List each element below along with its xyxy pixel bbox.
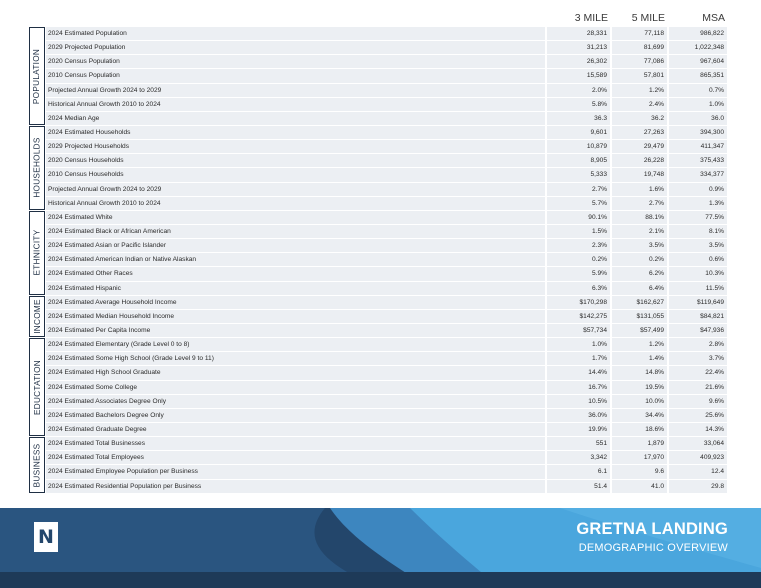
value-msa: 21.6% [669, 381, 727, 394]
group-label: EDUCTATION [32, 359, 42, 415]
row-label: 2024 Estimated Black or African American [46, 225, 545, 238]
value-5-mile: 57,801 [612, 69, 667, 82]
table-row [46, 55, 727, 69]
row-label: Projected Annual Growth 2024 to 2029 [46, 84, 545, 97]
value-3-mile: 15,589 [547, 69, 610, 82]
value-3-mile: 0.2% [547, 253, 610, 266]
row-label: 2029 Projected Population [46, 41, 545, 54]
row-label: 2024 Estimated Population [46, 27, 545, 40]
value-3-mile: 551 [547, 437, 610, 450]
group-label-box [29, 437, 45, 493]
value-msa: $84,821 [669, 310, 727, 323]
value-msa: 0.9% [669, 183, 727, 196]
row-label: 2024 Estimated White [46, 211, 545, 224]
row-label: 2024 Estimated American Indian or Native Alaskan [46, 253, 545, 266]
row-label: 2024 Estimated Households [46, 126, 545, 139]
value-3-mile: 8,905 [547, 154, 610, 167]
row-label: 2024 Estimated Average Household Income [46, 296, 545, 309]
value-3-mile: 2.0% [547, 84, 610, 97]
value-msa: 394,300 [669, 126, 727, 139]
row-label: 2020 Census Population [46, 55, 545, 68]
value-5-mile: 41.0 [612, 480, 667, 493]
value-3-mile: 5.9% [547, 267, 610, 280]
value-msa: 14.3% [669, 423, 727, 436]
value-5-mile: 81,699 [612, 41, 667, 54]
value-msa: 8.1% [669, 225, 727, 238]
row-label: 2024 Estimated Some High School (Grade Level 9 to 11) [46, 352, 545, 365]
table-row [46, 225, 727, 239]
group-label: INCOME [32, 299, 42, 334]
value-5-mile: 26,228 [612, 154, 667, 167]
table-row [46, 338, 727, 352]
value-5-mile: 2.1% [612, 225, 667, 238]
value-5-mile: $131,055 [612, 310, 667, 323]
value-3-mile: 10,879 [547, 140, 610, 153]
value-3-mile: 51.4 [547, 480, 610, 493]
value-msa: 865,351 [669, 69, 727, 82]
table-row [46, 296, 727, 310]
table-row [46, 480, 727, 494]
value-msa: 967,604 [669, 55, 727, 68]
demographic-table [46, 27, 727, 494]
group-label: ETHNICITY [32, 229, 42, 276]
value-5-mile: 77,118 [612, 27, 667, 40]
table-row [46, 183, 727, 197]
value-3-mile: 36.0% [547, 409, 610, 422]
table-row [46, 197, 727, 211]
value-5-mile: 1,879 [612, 437, 667, 450]
value-msa: 986,822 [669, 27, 727, 40]
group-label-box [29, 126, 45, 210]
value-msa: 409,923 [669, 451, 727, 464]
value-5-mile: 9.6 [612, 465, 667, 478]
row-label: 2024 Estimated Per Capita Income [46, 324, 545, 337]
row-label: 2024 Estimated Total Businesses [46, 437, 545, 450]
row-label: 2024 Estimated Some College [46, 381, 545, 394]
table-row [46, 352, 727, 366]
value-5-mile: 0.2% [612, 253, 667, 266]
value-5-mile: 1.4% [612, 352, 667, 365]
value-5-mile: 1.2% [612, 84, 667, 97]
value-5-mile: $162,627 [612, 296, 667, 309]
row-label: 2024 Estimated Total Employees [46, 451, 545, 464]
value-msa: 1.3% [669, 197, 727, 210]
value-5-mile: 88.1% [612, 211, 667, 224]
value-3-mile: 10.5% [547, 395, 610, 408]
row-label: 2010 Census Population [46, 69, 545, 82]
value-3-mile: 1.5% [547, 225, 610, 238]
table-row [46, 253, 727, 267]
value-5-mile: 19.5% [612, 381, 667, 394]
value-5-mile: 2.4% [612, 98, 667, 111]
value-msa: 10.3% [669, 267, 727, 280]
value-3-mile: 14.4% [547, 366, 610, 379]
value-5-mile: 1.6% [612, 183, 667, 196]
logo-letter: N [38, 526, 54, 548]
value-5-mile: 29,479 [612, 140, 667, 153]
value-msa: 1,022,348 [669, 41, 727, 54]
value-3-mile: 1.7% [547, 352, 610, 365]
value-5-mile: 18.6% [612, 423, 667, 436]
value-3-mile: 90.1% [547, 211, 610, 224]
value-3-mile: 19.9% [547, 423, 610, 436]
value-3-mile: 28,331 [547, 27, 610, 40]
table-row [46, 126, 727, 140]
table-row [46, 267, 727, 281]
value-5-mile: 36.2 [612, 112, 667, 125]
value-msa: $47,936 [669, 324, 727, 337]
table-row [46, 98, 727, 112]
value-5-mile: 17,970 [612, 451, 667, 464]
column-header-3-mile: 3 MILE [574, 12, 608, 24]
group-label: HOUSEHOLDS [32, 137, 42, 199]
value-3-mile: 31,213 [547, 41, 610, 54]
value-5-mile: $57,499 [612, 324, 667, 337]
row-label: 2024 Estimated Associates Degree Only [46, 395, 545, 408]
row-label: 2024 Estimated Bachelors Degree Only [46, 409, 545, 422]
value-msa: 0.6% [669, 253, 727, 266]
table-row [46, 310, 727, 324]
value-5-mile: 3.5% [612, 239, 667, 252]
row-label: 2024 Estimated Elementary (Grade Level 0 to 8) [46, 338, 545, 351]
value-msa: 0.7% [669, 84, 727, 97]
group-label-box [29, 338, 45, 436]
table-row [46, 112, 727, 126]
page-subtitle: DEMOGRAPHIC OVERVIEW [578, 542, 728, 554]
row-label: 2010 Census Households [46, 168, 545, 181]
value-3-mile: 5,333 [547, 168, 610, 181]
value-5-mile: 10.0% [612, 395, 667, 408]
group-label: BUSINESS [32, 443, 42, 488]
value-msa: 25.6% [669, 409, 727, 422]
value-msa: $119,649 [669, 296, 727, 309]
value-3-mile: 2.3% [547, 239, 610, 252]
value-msa: 77.5% [669, 211, 727, 224]
value-3-mile: $170,298 [547, 296, 610, 309]
value-3-mile: $57,734 [547, 324, 610, 337]
table-row [46, 84, 727, 98]
company-logo [34, 522, 58, 552]
value-3-mile: 9,601 [547, 126, 610, 139]
row-label: 2020 Census Households [46, 154, 545, 167]
row-label: 2024 Estimated Other Races [46, 267, 545, 280]
value-5-mile: 6.2% [612, 267, 667, 280]
value-5-mile: 14.8% [612, 366, 667, 379]
value-3-mile: 6.1 [547, 465, 610, 478]
table-row [46, 437, 727, 451]
value-5-mile: 19,748 [612, 168, 667, 181]
row-label: 2024 Estimated Employee Population per Business [46, 465, 545, 478]
table-row [46, 239, 727, 253]
row-label: 2024 Estimated Graduate Degree [46, 423, 545, 436]
group-label-box [29, 211, 45, 295]
value-msa: 1.0% [669, 98, 727, 111]
row-label: 2024 Estimated Median Household Income [46, 310, 545, 323]
value-3-mile: 26,302 [547, 55, 610, 68]
value-msa: 29.8 [669, 480, 727, 493]
value-msa: 36.0 [669, 112, 727, 125]
value-3-mile: 36.3 [547, 112, 610, 125]
value-5-mile: 1.2% [612, 338, 667, 351]
row-label: 2029 Projected Households [46, 140, 545, 153]
value-msa: 22.4% [669, 366, 727, 379]
value-msa: 411,347 [669, 140, 727, 153]
value-msa: 334,377 [669, 168, 727, 181]
column-header-5-mile: 5 MILE [631, 12, 665, 24]
table-row [46, 211, 727, 225]
table-row [46, 423, 727, 437]
value-3-mile: 5.7% [547, 197, 610, 210]
group-label: POPULATION [32, 48, 42, 104]
row-label: 2024 Median Age [46, 112, 545, 125]
table-row [46, 409, 727, 423]
value-msa: 33,064 [669, 437, 727, 450]
value-msa: 11.5% [669, 282, 727, 295]
group-label-box [29, 27, 45, 125]
value-msa: 3.7% [669, 352, 727, 365]
table-row [46, 395, 727, 409]
value-3-mile: 16.7% [547, 381, 610, 394]
value-5-mile: 27,263 [612, 126, 667, 139]
value-msa: 375,433 [669, 154, 727, 167]
value-3-mile: 1.0% [547, 338, 610, 351]
row-label: 2024 Estimated Residential Population per Business [46, 480, 545, 493]
table-row [46, 69, 727, 83]
value-5-mile: 34.4% [612, 409, 667, 422]
row-label: Historical Annual Growth 2010 to 2024 [46, 98, 545, 111]
value-msa: 3.5% [669, 239, 727, 252]
table-row [46, 168, 727, 182]
table-row [46, 465, 727, 479]
value-3-mile: 2.7% [547, 183, 610, 196]
table-row [46, 324, 727, 338]
value-5-mile: 77,086 [612, 55, 667, 68]
row-label: 2024 Estimated Asian or Pacific Islander [46, 239, 545, 252]
value-3-mile: 5.8% [547, 98, 610, 111]
value-msa: 9.6% [669, 395, 727, 408]
value-5-mile: 6.4% [612, 282, 667, 295]
row-label: 2024 Estimated Hispanic [46, 282, 545, 295]
row-label: Historical Annual Growth 2010 to 2024 [46, 197, 545, 210]
row-label: Projected Annual Growth 2024 to 2029 [46, 183, 545, 196]
table-row [46, 140, 727, 154]
column-header-msa: MSA [702, 12, 725, 24]
row-label: 2024 Estimated High School Graduate [46, 366, 545, 379]
property-title: GRETNA LANDING [576, 520, 728, 538]
table-row [46, 451, 727, 465]
value-3-mile: $142,275 [547, 310, 610, 323]
table-row [46, 154, 727, 168]
value-msa: 2.8% [669, 338, 727, 351]
table-row [46, 41, 727, 55]
value-msa: 12.4 [669, 465, 727, 478]
table-row [46, 381, 727, 395]
value-5-mile: 2.7% [612, 197, 667, 210]
group-label-box [29, 296, 45, 337]
value-3-mile: 6.3% [547, 282, 610, 295]
table-row [46, 27, 727, 41]
table-row [46, 366, 727, 380]
value-3-mile: 3,342 [547, 451, 610, 464]
table-row [46, 282, 727, 296]
